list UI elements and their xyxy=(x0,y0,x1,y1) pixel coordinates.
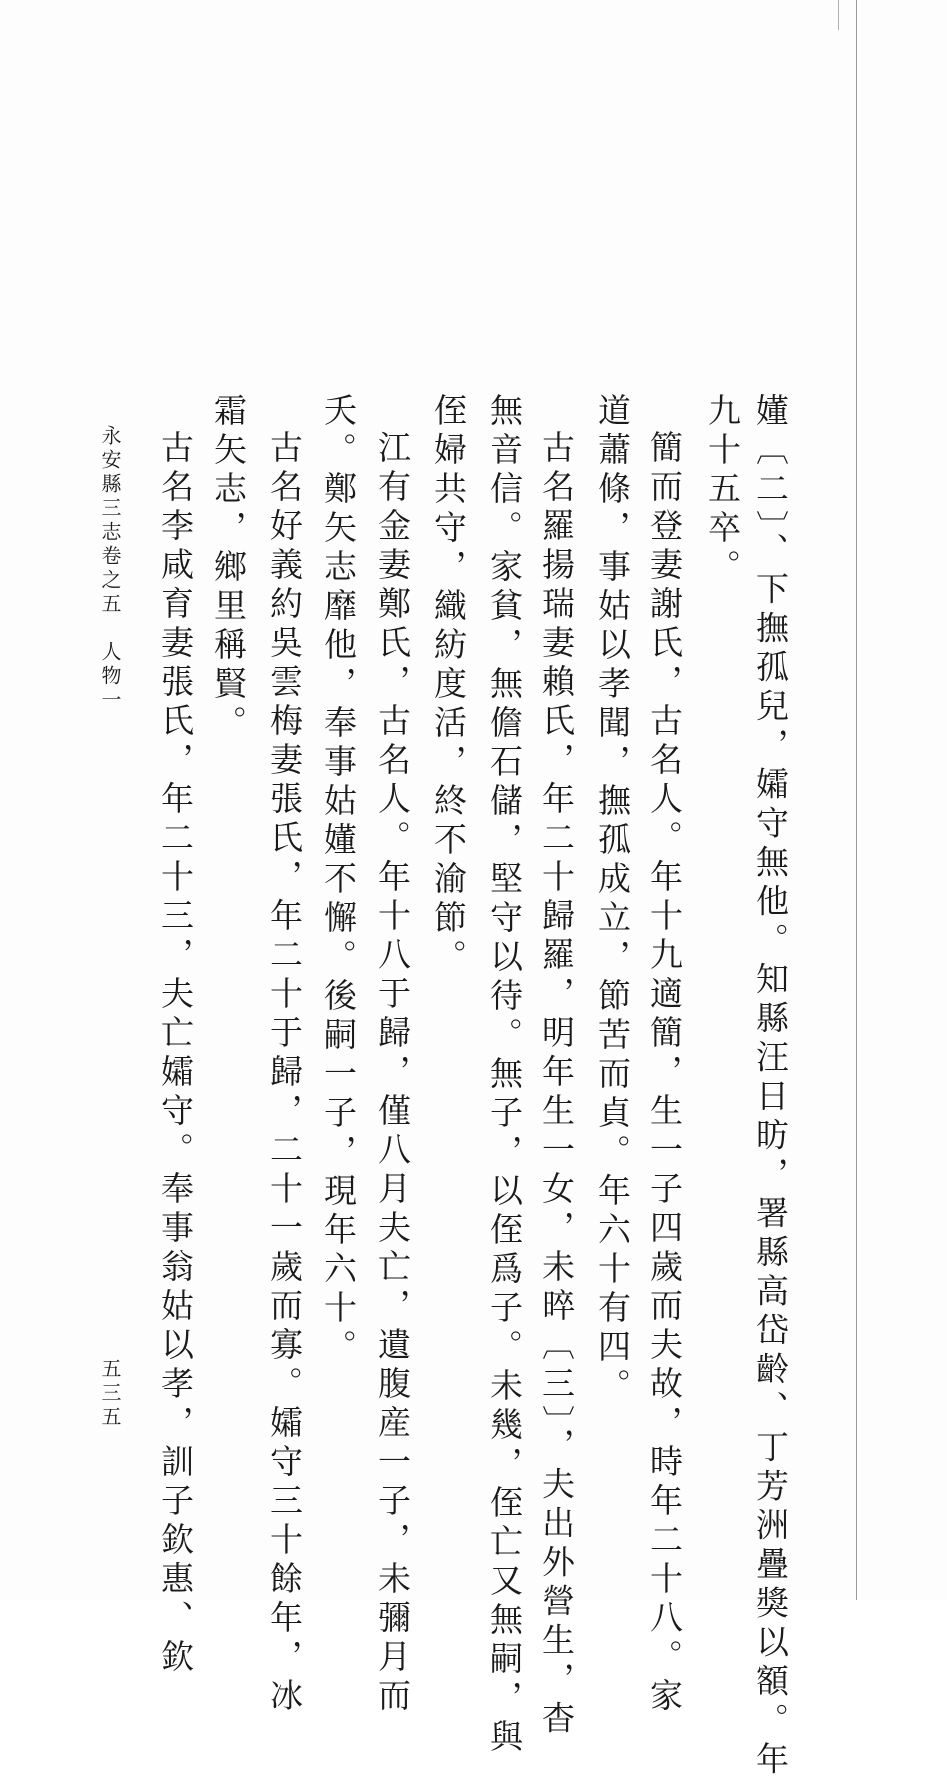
page-edge-line xyxy=(856,0,857,1600)
text-column-8: 江有金妻鄭氏，古名人。年十八于歸，僅八月夫亡，遺腹産一子，未彌月而 xyxy=(373,430,412,1717)
text-column-7: 侄婦共守，織紡度活，終不渝節。 xyxy=(429,393,468,978)
text-column-3: 簡而登妻謝氏，古名人。年十九適簡，生一子四歲而夫故，時年二十八。家 xyxy=(645,430,684,1717)
running-head: 永安縣三志卷之五 人物一 xyxy=(98,425,122,713)
text-column-6: 無音信。家貧，無儋石儲，堅守以待。無子，以侄爲子。未幾，侄亡又無嗣，與 xyxy=(485,393,524,1758)
text-column-1: 嬞〔二〕、下撫孤兒，孀守無他。知縣汪日昉，署縣高岱齡、丁芳洲疊獎以額。年 xyxy=(751,393,790,1781)
text-column-5: 古名羅揚瑞妻賴氏，年二十歸羅，明年生一女，未晬〔三〕，夫出外營生，杳 xyxy=(537,430,576,1740)
text-column-9: 夭。鄭矢志靡他，奉事姑嬞不懈。後嗣一子，現年六十。 xyxy=(319,393,358,1368)
text-column-4: 道蕭條，事姑以孝聞，撫孤成立，節苦而貞。年六十有四。 xyxy=(593,393,632,1407)
page-number: 五三五 xyxy=(98,1358,122,1430)
page-edge-line-top xyxy=(838,0,839,30)
text-column-12: 古名李咸育妻張氏，年二十三，夫亡孀守。奉事翁姑以孝，訓子欽惠、欽 xyxy=(156,430,195,1678)
text-column-10: 古名好義約吳雲梅妻張氏，年二十于歸，二十一歲而寡。孀守三十餘年，冰 xyxy=(265,430,304,1717)
text-column-2: 九十五卒。 xyxy=(703,393,742,588)
text-column-11: 霜矢志，鄉里稱賢。 xyxy=(209,393,248,744)
